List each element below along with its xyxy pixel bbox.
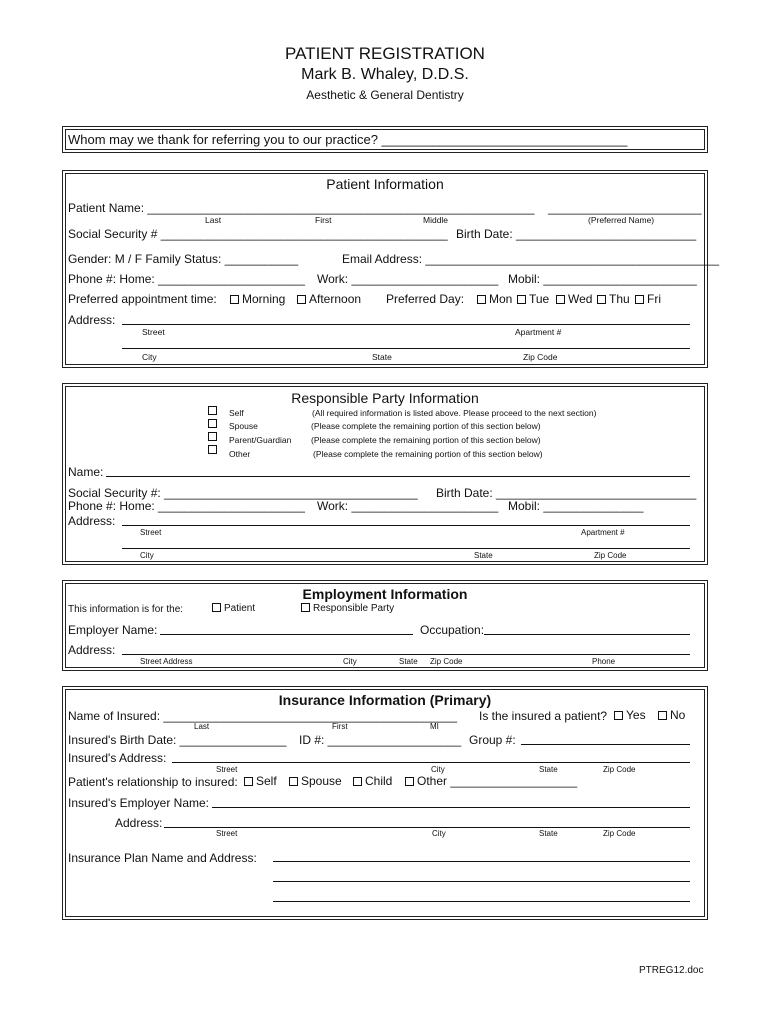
label-zip: Zip Code xyxy=(594,551,627,560)
insured-employer-label: Insured's Employer Name: xyxy=(68,796,210,810)
employment-for-label: This information is for the: xyxy=(68,604,184,615)
responsible-name-line[interactable] xyxy=(106,476,690,477)
relationship-child[interactable]: Child xyxy=(353,774,392,788)
patient-info-heading: Patient Information xyxy=(326,176,444,192)
label-zip: Zip Code xyxy=(603,765,636,774)
checkbox-icon[interactable] xyxy=(208,432,217,441)
checkbox-icon[interactable] xyxy=(405,777,414,786)
label-street: Street xyxy=(216,765,238,774)
insurance-plan-line-1[interactable] xyxy=(273,861,690,862)
responsible-ssn-field[interactable]: Social Security #: ______________________________________ xyxy=(68,486,418,500)
label-street-address: Street Address xyxy=(140,657,193,666)
document-code: PTREG12.doc xyxy=(639,965,704,976)
checkbox-icon[interactable] xyxy=(289,777,298,786)
day-tue-option[interactable]: Tue xyxy=(517,292,549,306)
responsible-phone-work-field[interactable]: Work: ______________________ xyxy=(317,499,499,513)
checkbox-icon[interactable] xyxy=(614,711,623,720)
afternoon-option[interactable]: Afternoon xyxy=(297,292,361,306)
patient-email-field[interactable]: Email Address: ____________________________________________ xyxy=(342,252,720,266)
checkbox-icon[interactable] xyxy=(208,445,217,454)
patient-info-section xyxy=(62,170,708,368)
day-fri-option[interactable]: Fri xyxy=(635,292,661,306)
label-mi: MI xyxy=(430,722,439,731)
patient-street-line[interactable] xyxy=(122,324,690,325)
checkbox-icon[interactable] xyxy=(556,295,565,304)
insured-birth-field[interactable]: Insured's Birth Date: ________________ xyxy=(68,733,287,747)
day-wed-option[interactable]: Wed xyxy=(556,292,592,306)
patient-phone-work-field[interactable]: Work: ______________________ xyxy=(317,272,499,286)
label-city: City xyxy=(140,551,154,560)
label-street: Street xyxy=(140,528,162,537)
checkbox-icon[interactable] xyxy=(244,777,253,786)
label-first: First xyxy=(332,722,348,731)
option-self-note: (All required information is listed above. Please proceed to the next section) xyxy=(312,408,597,418)
employer-address-label: Address: xyxy=(115,816,163,830)
checkbox-icon[interactable] xyxy=(353,777,362,786)
responsible-address-label: Address: xyxy=(68,514,116,528)
label-zip: Zip Code xyxy=(523,352,558,362)
label-state: State xyxy=(399,657,418,666)
checkbox-icon[interactable] xyxy=(635,295,644,304)
patient-gender-family-field[interactable]: Gender: M / F Family Status: ___________ xyxy=(68,252,299,266)
preferred-time-label: Preferred appointment time: xyxy=(68,292,217,306)
option-parent: Parent/Guardian xyxy=(229,435,292,445)
employment-responsible-option[interactable]: Responsible Party xyxy=(301,603,394,614)
insurance-heading: Insurance Information (Primary) xyxy=(278,692,492,708)
employment-patient-option[interactable]: Patient xyxy=(212,603,255,614)
occupation-line[interactable] xyxy=(484,634,690,635)
morning-option[interactable]: Morning xyxy=(230,292,285,306)
responsible-name-label: Name: xyxy=(68,465,104,479)
option-spouse-note: (Please complete the remaining portion of this section below) xyxy=(311,421,541,431)
insured-employer-line[interactable] xyxy=(212,807,690,808)
option-parent-note: (Please complete the remaining portion of this section below) xyxy=(311,435,541,445)
label-street: Street xyxy=(142,327,165,337)
practice-subtitle: Aesthetic & General Dentistry xyxy=(306,88,464,102)
responsible-birth-field[interactable]: Birth Date: ______________________________ xyxy=(436,486,697,500)
checkbox-icon[interactable] xyxy=(658,711,667,720)
group-line[interactable] xyxy=(521,744,690,745)
responsible-phone-home-field[interactable]: Phone #: Home: ______________________ xyxy=(68,499,305,513)
checkbox-icon[interactable] xyxy=(208,406,217,415)
patient-phone-home-field[interactable]: Phone #: Home: ______________________ xyxy=(68,272,305,286)
label-apartment: Apartment # xyxy=(515,327,562,337)
referral-question[interactable]: Whom may we thank for referring you to our practice? __________________________________ xyxy=(68,132,628,147)
option-other-note: (Please complete the remaining portion of this section below) xyxy=(313,449,543,459)
checkbox-icon[interactable] xyxy=(517,295,526,304)
insured-address-label: Insured's Address: xyxy=(68,751,167,765)
option-other: Other xyxy=(229,449,251,459)
relationship-self[interactable]: Self xyxy=(244,774,277,788)
checkbox-icon[interactable] xyxy=(597,295,606,304)
label-city: City xyxy=(343,657,357,666)
insured-address-line[interactable] xyxy=(172,762,690,763)
insurance-plan-line-2[interactable] xyxy=(273,881,690,882)
label-state: State xyxy=(372,352,392,362)
label-city: City xyxy=(431,765,445,774)
label-phone: Phone xyxy=(592,657,616,666)
checkbox-icon[interactable] xyxy=(301,603,310,612)
label-last: Last xyxy=(205,215,222,225)
patient-birthdate-field[interactable]: Birth Date: ___________________________ xyxy=(456,227,697,241)
responsible-street-line[interactable] xyxy=(122,525,690,526)
checkbox-icon[interactable] xyxy=(208,419,217,428)
checkbox-icon[interactable] xyxy=(230,295,239,304)
doctor-name: Mark B. Whaley, D.D.S. xyxy=(301,66,469,83)
label-city: City xyxy=(432,829,446,838)
label-city: City xyxy=(142,352,157,362)
patient-city-line[interactable] xyxy=(122,348,690,349)
employment-address-line[interactable] xyxy=(122,654,690,655)
checkbox-icon[interactable] xyxy=(477,295,486,304)
group-label: Group #: xyxy=(469,733,516,747)
label-first: First xyxy=(315,215,332,225)
is-patient-label: Is the insured a patient? xyxy=(479,709,608,723)
employer-address-line[interactable] xyxy=(164,827,690,828)
employment-heading: Employment Information xyxy=(302,586,468,602)
option-spouse: Spouse xyxy=(229,421,258,431)
responsible-phone-mobil-field[interactable]: Mobil: _______________ xyxy=(508,499,644,513)
patient-name-field[interactable]: Patient Name: __________________________________________________________ xyxy=(68,201,535,215)
option-self: Self xyxy=(229,408,244,418)
patient-address-label: Address: xyxy=(68,313,116,327)
insurance-plan-label: Insurance Plan Name and Address: xyxy=(68,851,257,865)
is-patient-no[interactable]: No xyxy=(658,708,685,722)
label-zip: Zip Code xyxy=(430,657,463,666)
relationship-spouse[interactable]: Spouse xyxy=(289,774,342,788)
label-zip: Zip Code xyxy=(603,829,636,838)
page-title: PATIENT REGISTRATION xyxy=(285,44,485,63)
label-last: Last xyxy=(194,722,210,731)
insurance-plan-line-3[interactable] xyxy=(273,901,690,902)
employment-address-label: Address: xyxy=(68,643,116,657)
label-state: State xyxy=(474,551,493,560)
relationship-label: Patient's relationship to insured: xyxy=(68,775,238,789)
responsible-city-line[interactable] xyxy=(122,548,690,549)
responsible-heading: Responsible Party Information xyxy=(291,390,479,406)
label-street: Street xyxy=(216,829,238,838)
preferred-day-label: Preferred Day: xyxy=(386,292,465,306)
patient-ssn-field[interactable]: Social Security # ___________________________________________ xyxy=(68,227,448,241)
insured-id-field[interactable]: ID #: ____________________ xyxy=(299,733,462,747)
employer-name-line[interactable] xyxy=(160,634,413,635)
checkbox-icon[interactable] xyxy=(212,603,221,612)
relationship-other[interactable]: Other ___________________ xyxy=(405,774,577,788)
label-state: State xyxy=(539,765,558,774)
insured-name-field[interactable]: Name of Insured: ____________________________________________ xyxy=(68,709,458,723)
label-state: State xyxy=(539,829,558,838)
is-patient-yes[interactable]: Yes xyxy=(614,708,646,722)
patient-phone-mobil-field[interactable]: Mobil: _______________________ xyxy=(508,272,697,286)
checkbox-icon[interactable] xyxy=(297,295,306,304)
label-apartment: Apartment # xyxy=(581,528,625,537)
employer-name-label: Employer Name: xyxy=(68,623,158,637)
day-mon-option[interactable]: Mon xyxy=(477,292,512,306)
day-thu-option[interactable]: Thu xyxy=(597,292,630,306)
label-middle: Middle xyxy=(423,215,449,225)
label-preferred-name: (Preferred Name) xyxy=(588,215,655,225)
occupation-label: Occupation: xyxy=(420,623,485,637)
preferred-name-field[interactable]: _______________________ xyxy=(548,201,702,215)
